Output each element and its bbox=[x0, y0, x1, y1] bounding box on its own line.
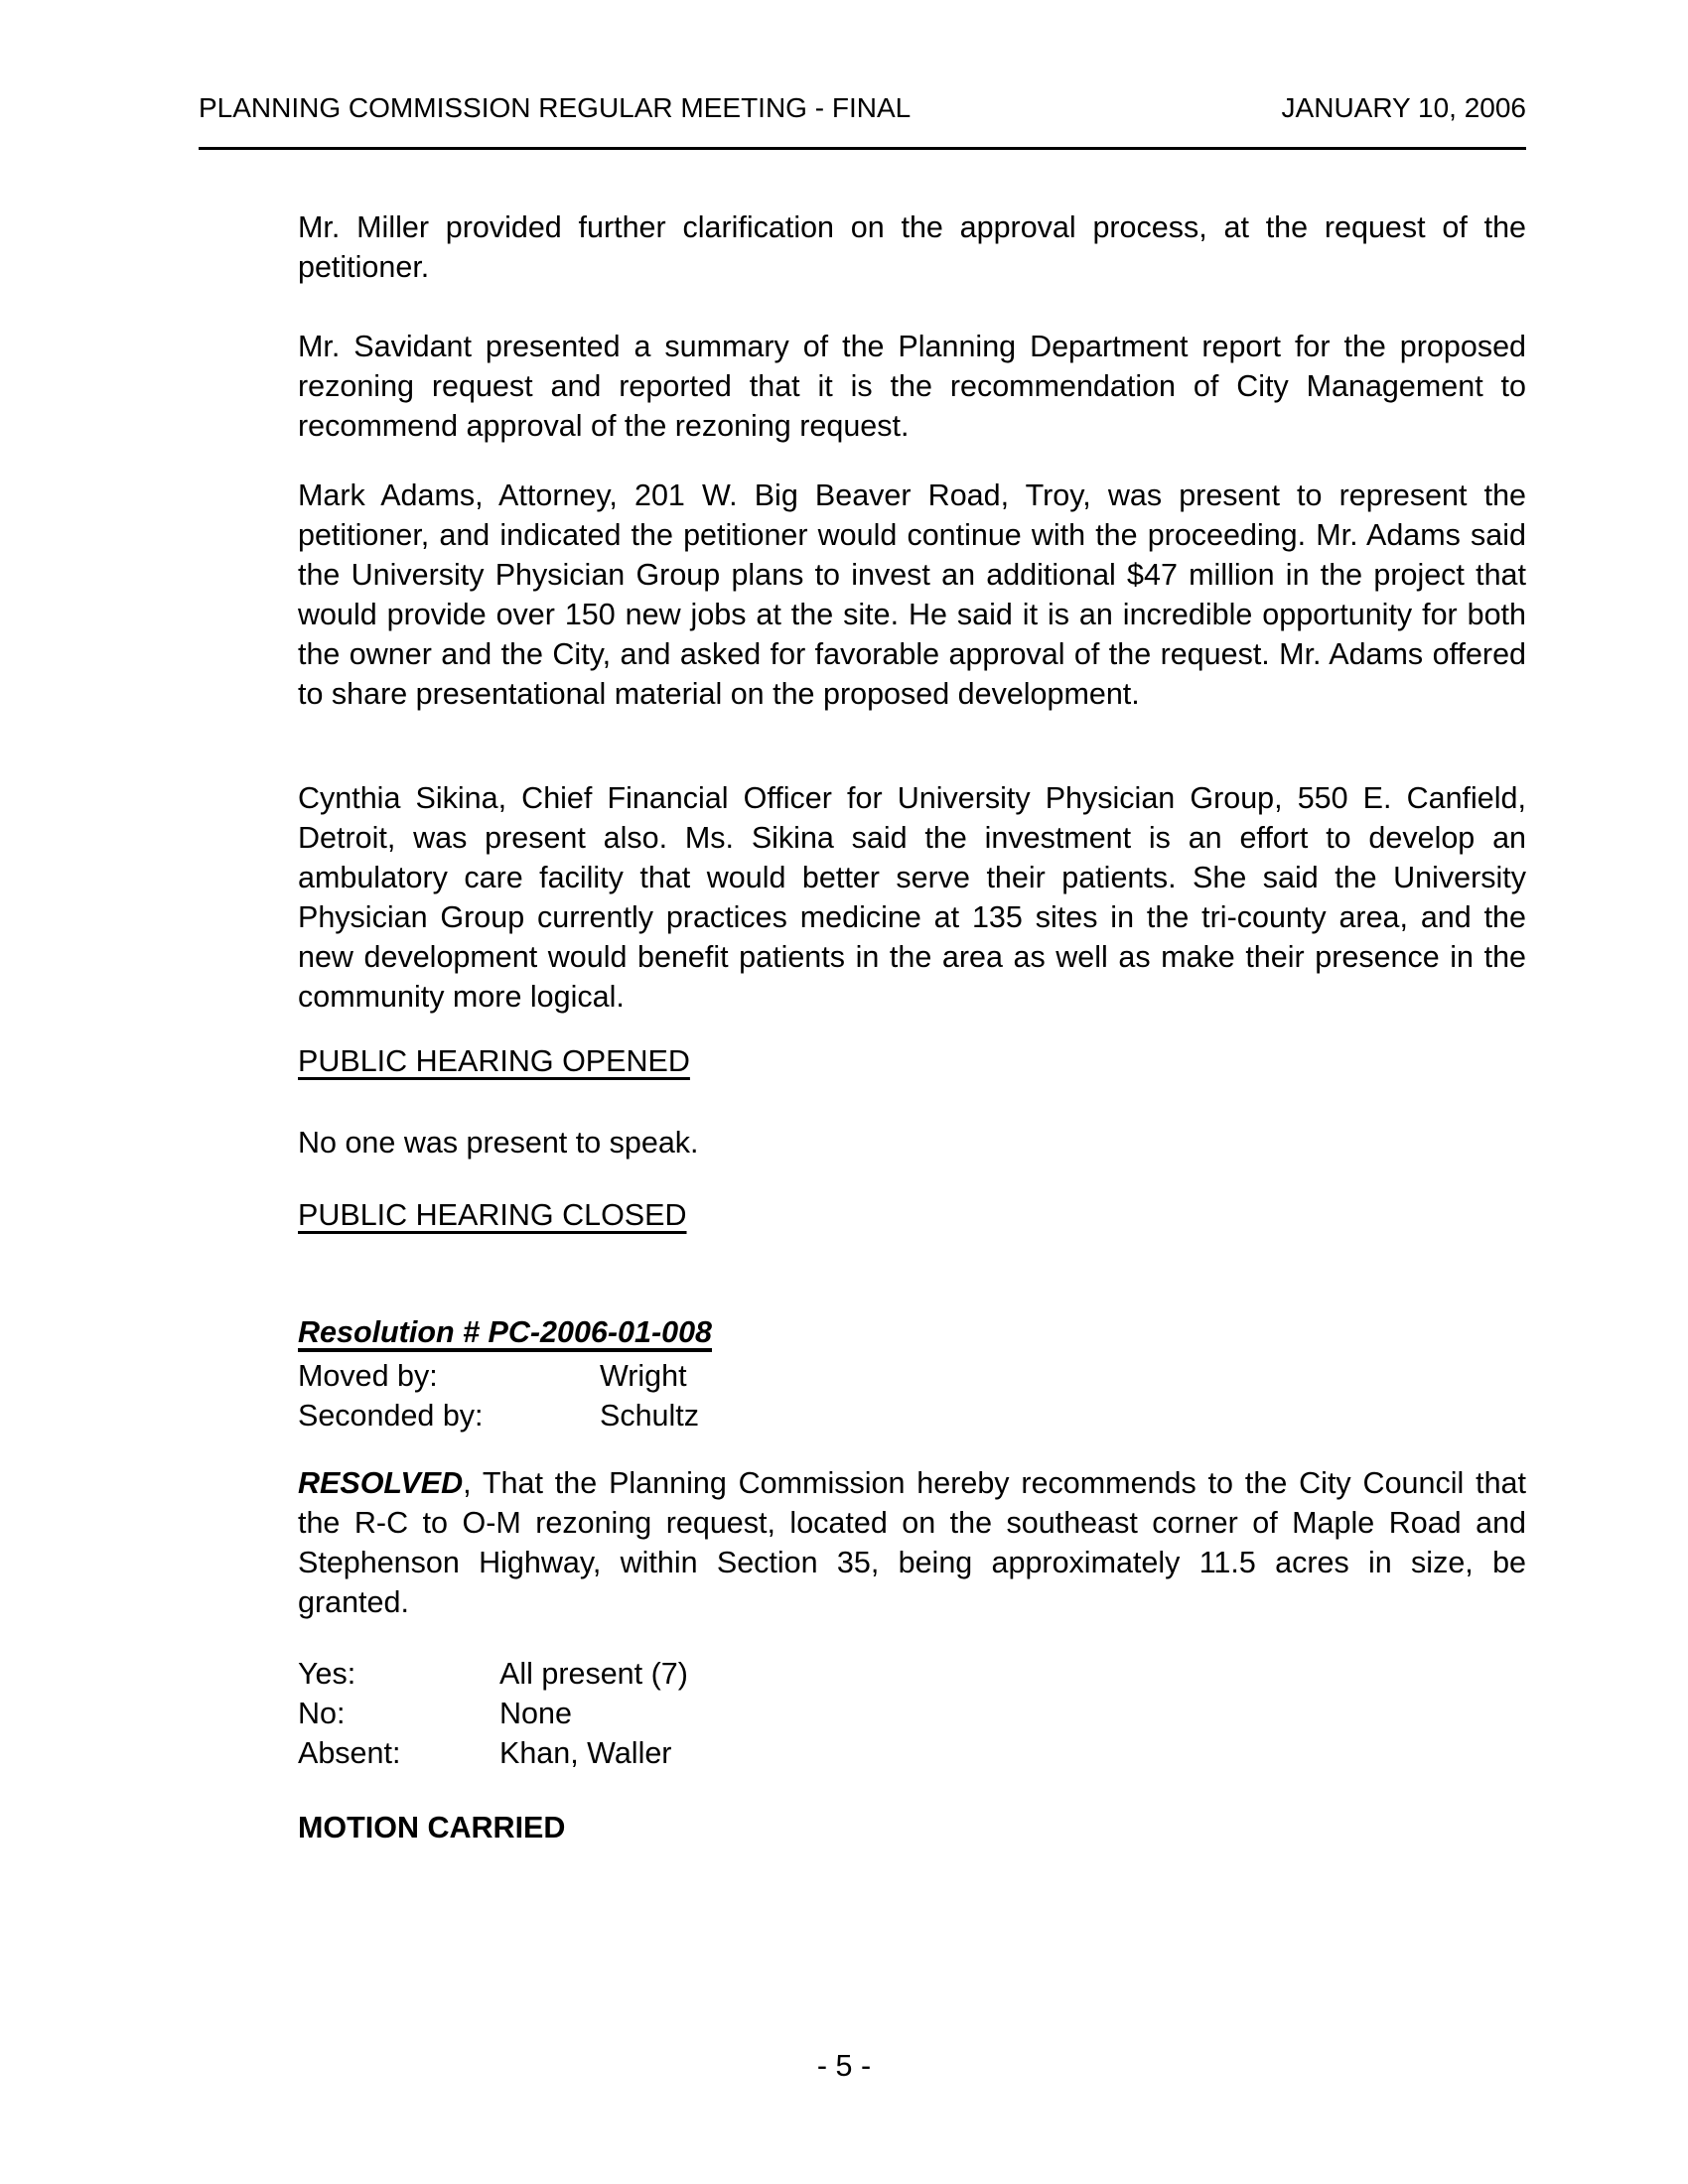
motion-carried-label: MOTION CARRIED bbox=[298, 1811, 566, 1844]
header-divider bbox=[199, 147, 1526, 150]
seconded-by-label: Seconded by: bbox=[298, 1399, 484, 1433]
vote-absent-value: Khan, Waller bbox=[499, 1736, 672, 1770]
page-number: - 5 - bbox=[816, 2049, 872, 2083]
public-hearing-closed-heading bbox=[298, 1195, 1526, 1235]
resolved-paragraph bbox=[298, 1463, 1526, 1622]
paragraph-miller: Mr. Miller provided further clarification on the approval process, at the request of the petitioner. bbox=[298, 210, 1526, 284]
paragraph-no-one-present: No one was present to speak. bbox=[298, 1126, 699, 1160]
vote-no-label: No: bbox=[298, 1697, 346, 1730]
moved-by-label: Moved by: bbox=[298, 1359, 438, 1393]
vote-yes-label: Yes: bbox=[298, 1657, 356, 1691]
vote-no-value: None bbox=[499, 1697, 572, 1730]
moved-by-value: Wright bbox=[600, 1359, 687, 1393]
header-date: JANUARY 10, 2006 bbox=[1281, 92, 1526, 123]
vote-row-yes bbox=[298, 1654, 1526, 1694]
paragraph-adams: Mark Adams, Attorney, 201 W. Big Beaver Road, Troy, was present to represent the petitioner, and indicated the petitioner would continue with the proceeding. Mr. Adams said the University Physician Group plans to invest an additional $47 million in the project that would provide over 150 new jobs at the site. He said it is an incredible opportunity for both the owner and the City, and asked for favorable approval of the request. Mr. Adams offered to share presentational material on the proposed development. bbox=[298, 478, 1526, 711]
header-title: PLANNING COMMISSION REGULAR MEETING - FINAL bbox=[199, 92, 912, 123]
resolved-text: , That the Planning Commission hereby recommends to the City Council that the R-C to O-M rezoning request, located on the southeast corner of Maple Road and Stephenson Highway, within Section 35, being approximately 11.5 acres in size, be granted. bbox=[298, 1466, 1526, 1619]
page-header bbox=[199, 91, 1526, 125]
resolution-number: Resolution # PC-2006-01-008 bbox=[298, 1315, 712, 1349]
public-hearing-closed-label: PUBLIC HEARING CLOSED bbox=[298, 1198, 687, 1232]
public-hearing-opened-heading bbox=[298, 1041, 1526, 1081]
public-hearing-opened-label: PUBLIC HEARING OPENED bbox=[298, 1044, 690, 1078]
paragraph-sikina: Cynthia Sikina, Chief Financial Officer for University Physician Group, 550 E. Canfield, Detroit, was present also. Ms. Sikina said the investment is an effort to develop an ambulatory care facility that would better serve their patients. She said the University Physician Group currently practices medicine at 135 sites in the tri-county area, and the new development would benefit patients in the area as well as make their presence in the community more logical. bbox=[298, 781, 1526, 1014]
resolution-heading bbox=[298, 1312, 1526, 1352]
moved-by-row bbox=[298, 1356, 1526, 1396]
vote-yes-value: All present (7) bbox=[499, 1657, 688, 1691]
vote-row-absent bbox=[298, 1733, 1526, 1773]
resolved-keyword: RESOLVED bbox=[298, 1466, 464, 1500]
seconded-by-row bbox=[298, 1396, 1526, 1435]
vote-row-no bbox=[298, 1694, 1526, 1733]
paragraph-savidant: Mr. Savidant presented a summary of the Planning Department report for the proposed rezoning request and reported that it is the recommendation of City Management to recommend approval of the rezoning request. bbox=[298, 330, 1526, 443]
vote-absent-label: Absent: bbox=[298, 1736, 401, 1770]
vote-tally bbox=[298, 1654, 1526, 1773]
seconded-by-value: Schultz bbox=[600, 1399, 700, 1433]
